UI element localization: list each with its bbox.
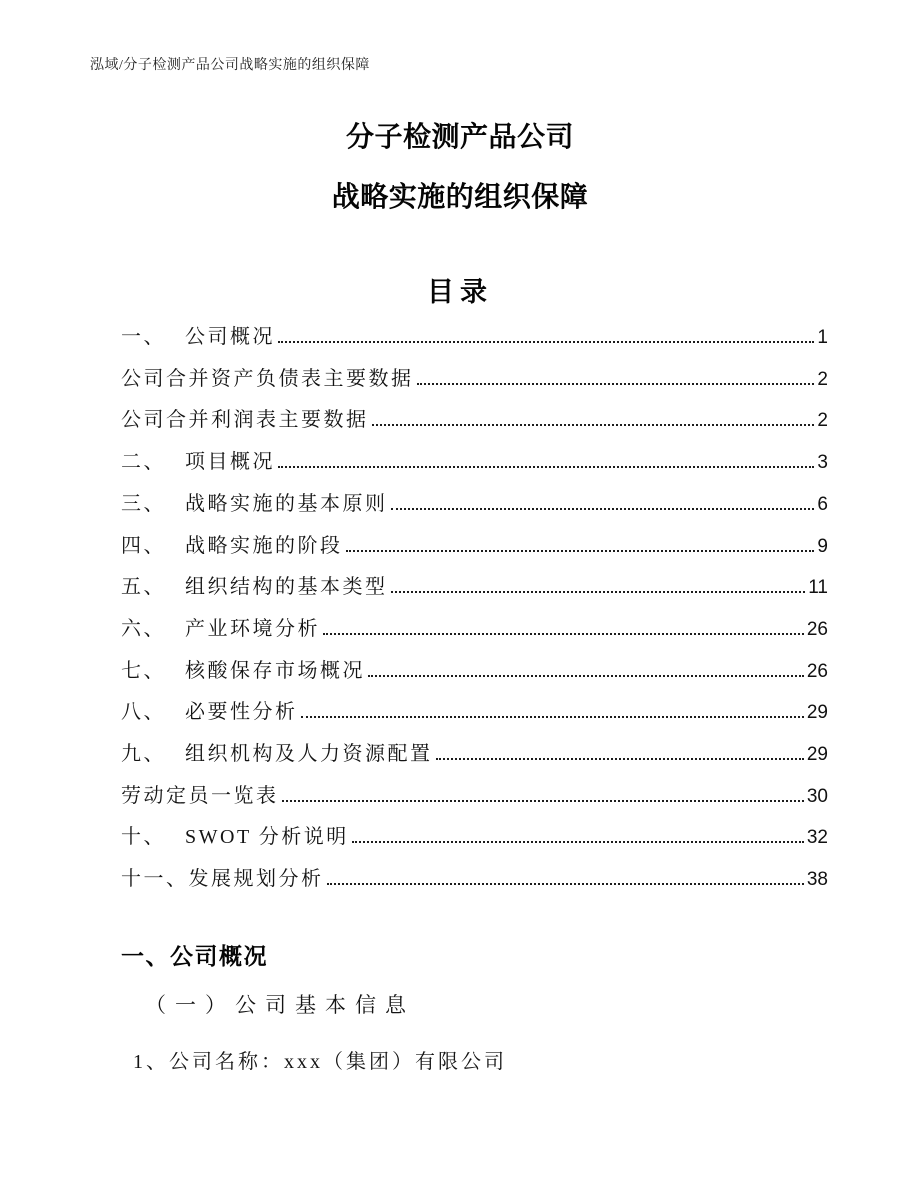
toc-entry-page-number: 29 [806, 744, 828, 766]
toc-entry[interactable] [121, 817, 828, 859]
toc-entry-page-number: 26 [806, 618, 828, 640]
toc-dotted-leader [323, 633, 804, 635]
toc-entry[interactable] [121, 400, 828, 442]
toc-dotted-leader [352, 841, 804, 843]
toc-entry-label: 产业环境分析 [185, 617, 320, 640]
toc-entry-number: 七、 [121, 659, 166, 682]
table-of-contents [121, 317, 828, 901]
toc-entry-page-number: 29 [806, 702, 828, 724]
toc-entry-number: 五、 [121, 576, 166, 599]
toc-entry-page-number: 1 [817, 327, 828, 348]
toc-entry[interactable] [121, 651, 828, 693]
toc-entry[interactable] [121, 567, 828, 609]
toc-entry-page-number: 2 [817, 410, 828, 432]
toc-heading: 目录 [427, 277, 493, 307]
document-title-line1: 分子检测产品公司 [345, 121, 574, 152]
toc-entry-number: 一、 [121, 326, 166, 348]
toc-entry-number: 八、 [121, 701, 166, 724]
toc-dotted-leader [327, 883, 804, 885]
toc-entry-number: 十一、 [121, 868, 189, 891]
toc-entry-label: 战略实施的基本原则 [185, 492, 388, 515]
toc-entry[interactable] [121, 526, 828, 568]
toc-dotted-leader [436, 758, 804, 760]
toc-entry-label: 必要性分析 [185, 701, 298, 724]
toc-entry[interactable] [121, 692, 828, 734]
toc-entry-number: 十、 [121, 826, 166, 849]
toc-entry-label: 核酸保存市场概况 [185, 659, 365, 682]
toc-dotted-leader [301, 716, 804, 718]
subsection-heading: （一）公司基本信息 [145, 993, 415, 1017]
toc-entry[interactable] [121, 484, 828, 526]
toc-dotted-leader [346, 550, 815, 552]
toc-entry-label: 战略实施的阶段 [185, 534, 343, 557]
toc-entry-page-number: 11 [808, 577, 828, 599]
toc-entry-number: 二、 [121, 451, 166, 474]
toc-entry[interactable] [121, 776, 828, 818]
toc-entry-number: 九、 [121, 743, 166, 766]
toc-entry-label: 组织结构的基本类型 [185, 576, 388, 599]
toc-entry-label: 公司概况 [185, 326, 275, 348]
toc-entry-page-number: 6 [817, 493, 828, 515]
toc-entry-label: 项目概况 [185, 451, 275, 474]
toc-entry-number: 四、 [121, 534, 166, 557]
toc-entry[interactable] [121, 359, 828, 401]
body-paragraph: 1、公司名称：xxx（集团）有限公司 [133, 1051, 507, 1073]
toc-dotted-leader [372, 424, 815, 426]
toc-dotted-leader [368, 675, 804, 677]
toc-dotted-leader [282, 800, 804, 802]
toc-entry-label: 发展规划分析 [188, 868, 324, 891]
toc-entry-page-number: 38 [806, 869, 828, 891]
toc-entry[interactable] [121, 609, 828, 651]
toc-entry-number: 六、 [121, 617, 166, 640]
toc-entry[interactable] [121, 317, 828, 359]
toc-entry-label: 公司合并利润表主要数据 [121, 409, 369, 432]
toc-entry[interactable] [121, 442, 828, 484]
page-header-watermark: 泓域/分子检测产品公司战略实施的组织保障 [90, 58, 370, 73]
toc-entry-label: 劳动定员一览表 [121, 784, 279, 807]
toc-entry[interactable] [121, 859, 828, 901]
toc-dotted-leader [278, 466, 814, 468]
toc-entry-page-number: 2 [817, 368, 828, 390]
toc-dotted-leader [391, 508, 815, 510]
toc-dotted-leader [417, 383, 815, 385]
toc-entry-page-number: 32 [806, 827, 828, 849]
toc-entry-label: 组织机构及人力资源配置 [185, 743, 433, 766]
document-title-line2: 战略实施的组织保障 [331, 181, 589, 212]
toc-dotted-leader [278, 341, 814, 343]
toc-entry-label: 公司合并资产负债表主要数据 [121, 367, 414, 390]
toc-entry-number: 三、 [121, 492, 166, 515]
toc-entry[interactable] [121, 734, 828, 776]
section-heading: 一、公司概况 [121, 943, 268, 969]
toc-dotted-leader [391, 591, 806, 593]
toc-entry-page-number: 30 [806, 785, 828, 807]
toc-entry-page-number: 26 [806, 660, 828, 682]
toc-entry-page-number: 9 [817, 535, 828, 557]
toc-entry-label: SWOT 分析说明 [185, 826, 349, 849]
toc-entry-page-number: 3 [817, 452, 828, 474]
